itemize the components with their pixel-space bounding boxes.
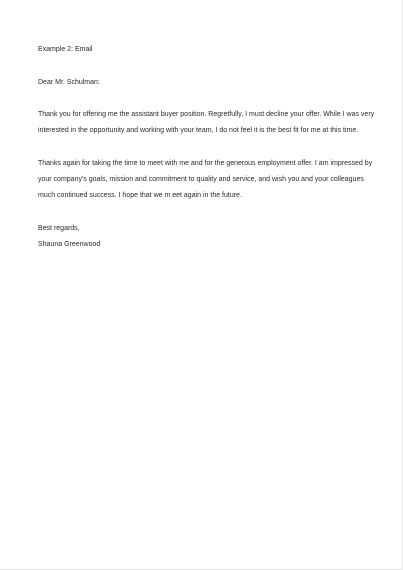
signature: Shauna Greenwood <box>38 241 101 248</box>
closing: Best regards, <box>38 225 80 232</box>
document-heading: Example 2: Email <box>38 46 93 53</box>
paragraph-2-line-1: Thanks again for taking the time to meet with me and for the generous employment offer. I am impressed by <box>38 160 373 167</box>
paragraph-2-line-2: your company's goals, mission and commitment to quality and service, and wish you and your colleagues <box>38 176 364 183</box>
paragraph-1-line-2: interested in the opportunity and working with your team, I do not feel it is the best fit for me at this time. <box>38 127 359 134</box>
paragraph-2-line-3: much continued success. I hope that we m eet again in the future. <box>38 192 242 199</box>
salutation: Dear Mr. Schulman: <box>38 79 100 86</box>
paragraph-1-line-1: Thank you for offering me the assistant buyer position. Regretfully, I must decline your offer. While I was very <box>38 111 375 118</box>
